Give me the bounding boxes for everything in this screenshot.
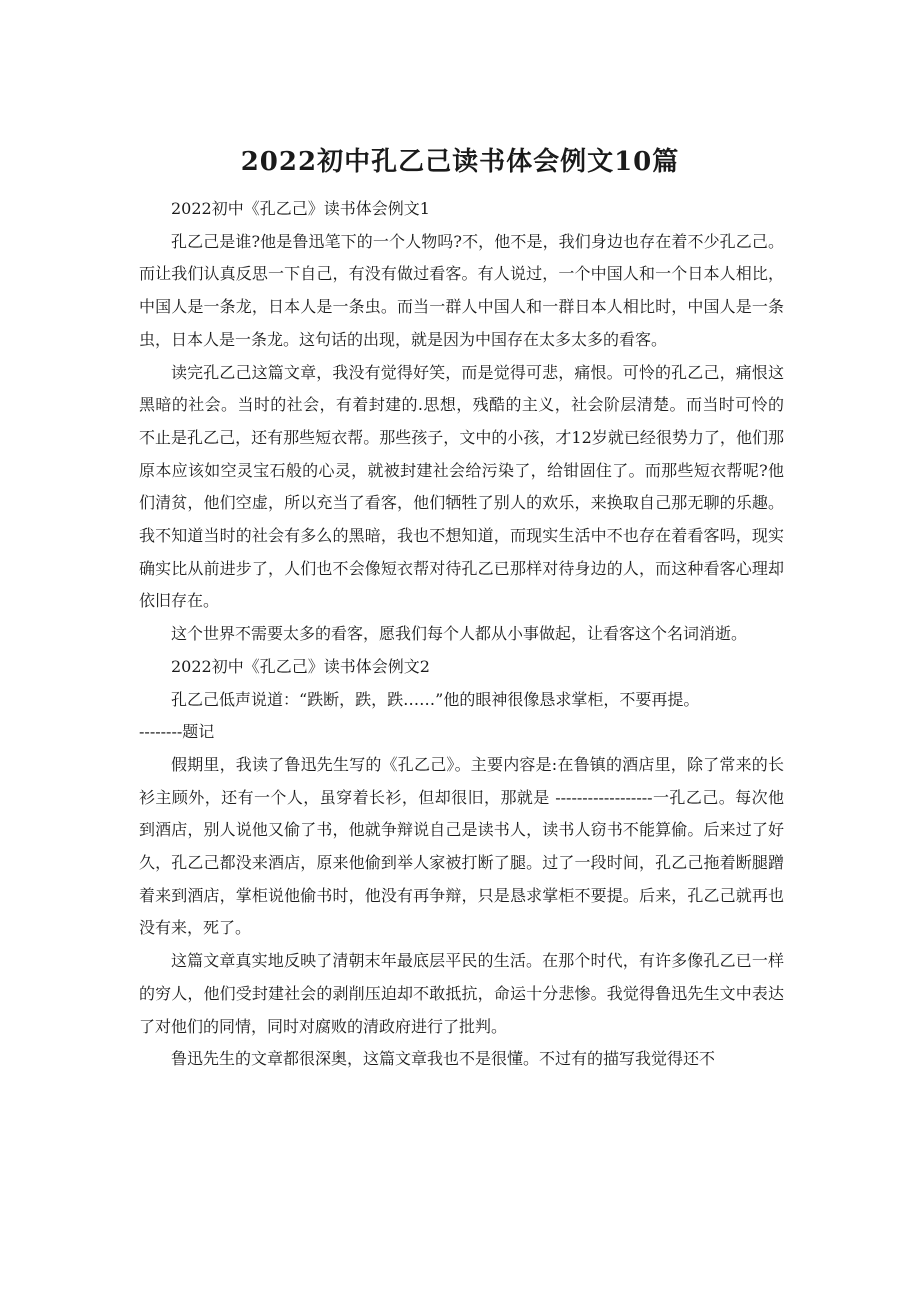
paragraph: 这个世界不需要太多的看客，愿我们每个人都从小事做起，让看客这个名词消逝。 xyxy=(171,624,748,644)
paragraph: 鲁迅先生的文章都很深奥，这篇文章我也不是很懂。不过有的描写我觉得还不 xyxy=(171,1049,716,1069)
document-body xyxy=(139,193,784,1076)
paragraph: 这篇文章真实地反映了清朝末年最底层平民的生活。在那个时代，有许多像孔乙已一样的穷人，他们受封建社会的剥削压迫却不敢抵抗，命运十分悲惨。我觉得鲁迅先生文中表达了对他们的同情，同时对腐败的清政府进行了批判。 xyxy=(139,951,784,1036)
paragraph: 读完孔乙己这篇文章，我没有觉得好笑，而是觉得可悲，痛恨。可怜的孔乙己，痛恨这黑暗的社会。当时的社会，有着封建的.思想，残酷的主义，社会阶层清楚。而当时可怜的不止是孔乙己，还有那些短衣帮。那些孩子，文中的小孩，才12岁就已经很势力了，他们那原本应该如空灵宝石般的心灵，就被封建社会给污染了，给钳固住了。而那些短衣帮呢?他们清贫，他们空虚，所以充当了看客，他们牺牲了别人的欢乐，来换取自己那无聊的乐趣。我不知道当时的社会有多么的黑暗，我也不想知道，而现实生活中不也存在着看客吗，现实确实比从前进步了，人们也不会像短衣帮对待孔乙已那样对待身边的人，而这种看客心理却依旧存在。 xyxy=(139,362,784,611)
section-heading-2: 2022初中《孔乙己》读书体会例文2 xyxy=(171,656,430,676)
document-title: 2022初中孔乙己读书体会例文10篇 xyxy=(240,147,680,177)
epigraph-attribution: --------题记 xyxy=(139,722,215,742)
section-heading-1: 2022初中《孔乙己》读书体会例文1 xyxy=(171,199,430,218)
opening-quote: 孔乙己低声说道：“跌断，跌，跌……”他的眼神很像恳求掌柜，不要再提。 xyxy=(171,689,700,709)
paragraph: 孔乙己是谁?他是鲁迅笔下的一个人物吗?不，他不是，我们身边也存在着不少孔乙己。而让我们认真反思一下自己，有没有做过看客。有人说过，一个中国人和一个日本人相比，中国人是一条龙，日本人是一条虫。而当一群人中国人和一群日本人相比时，中国人是一条虫，日本人是一条龙。这句话的出现，就是因为中国存在太多太多的看客。 xyxy=(139,231,784,349)
paragraph: 假期里，我读了鲁迅先生写的《孔乙己》。主要内容是:在鲁镇的酒店里，除了常来的长衫主顾外，还有一个人，虽穿着长衫，但却很旧，那就是 ------------------一孔乙己。每次他到酒店，别人说他又偷了书，他就争辩说自己是读书人，读书人窃书不能算偷。后来过了好久，孔乙己都没来酒店，原来他偷到举人家被打断了腿。过了一段时间，孔乙己拖着断腿蹭着来到酒店，掌柜说他偷书时，他没有再争辩，只是恳求掌柜不要提。后来，孔乙己就再也没有来，死了。 xyxy=(139,754,784,938)
